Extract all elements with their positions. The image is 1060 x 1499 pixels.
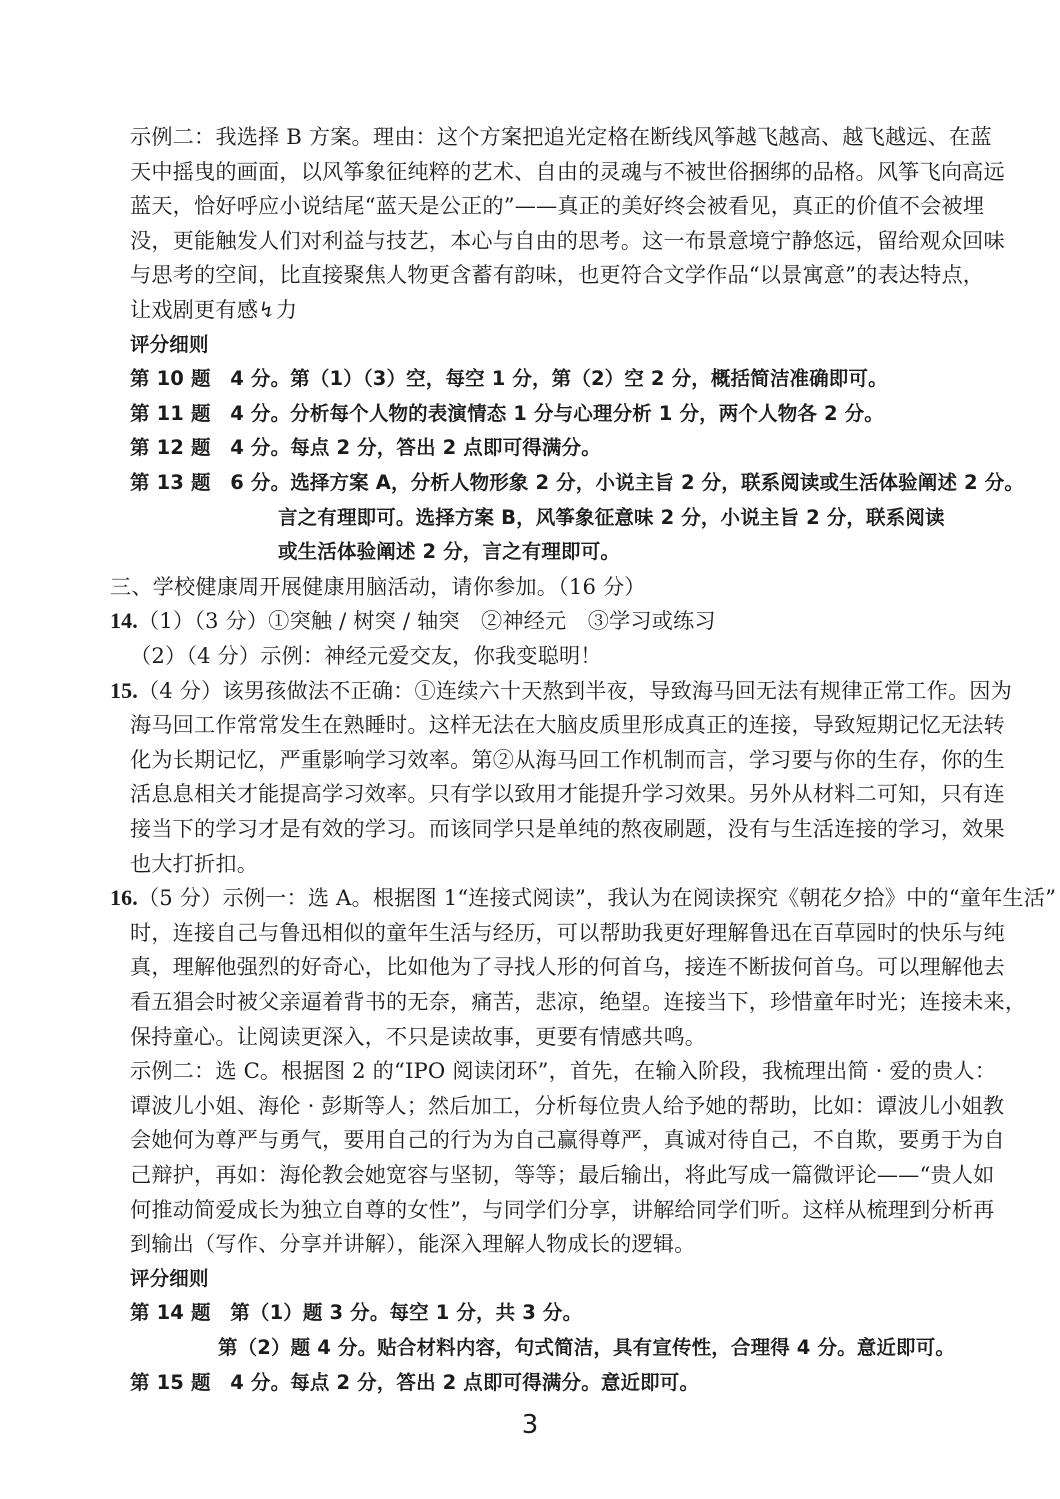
answer-line: 会她何为尊严与勇气，要用自己的行为为自己赢得尊严，真诚对待自己，不自欺，要勇于为自 [130, 1127, 1005, 1153]
answer-text: （4 分）该男孩做法不正确：①连续六十天熬到半夜，导致海马回无法有规律正常工作。因为 [137, 677, 1012, 703]
grading-item-continuation: 第（2）题 4 分。贴合材料内容，句式简洁，具有宣传性，合理得 4 分。意近即可。 [218, 1336, 956, 1359]
answer-line [110, 881, 1056, 915]
grading-item-continuation: 或生活体验阐述 2 分，言之有理即可。 [278, 540, 620, 564]
answer-line: 化为长期记忆，严重影响学习效率。第②从海马回工作机制而言，学习要与你的生存，你的生 [130, 746, 1005, 772]
paragraph-line: 没，更能触发人们对利益与技艺，本心与自由的思考。这一布景意境宁静悠远，留给观众回味 [130, 227, 1005, 253]
grading-item: 第 12 题 4 分。每点 2 分，答出 2 点即可得满分。 [130, 436, 601, 460]
paragraph-line: 示例二：我选择 B 方案。理由：这个方案把追光定格在断线风筝越飞越高、越飞越远、在蓝 [130, 124, 992, 149]
grading-heading: 评分细则 [130, 332, 209, 356]
answer-line: （2）（4 分）示例：神经元爱交友，你我变聪明！ [130, 643, 602, 668]
grading-item-continuation: 言之有理即可。选择方案 B，风筝象征意味 2 分，小说主旨 2 分，联系阅读 [278, 505, 945, 529]
answer-text: （5 分）示例一：选 A。根据图 1“连接式阅读”，我认为在阅读探究《朝花夕拾》中的“童年生活” [137, 885, 1057, 911]
paragraph-line: 与思考的空间，比直接聚焦人物更含蓄有韵味，也更符合文学作品“以景寓意”的表达特点， [130, 262, 985, 288]
paragraph-line: 蓝天，恰好呼应小说结尾“蓝天是公正的”——真正的美好终会被看见，真正的价值不会被埋 [130, 193, 985, 219]
grading-item: 第 13 题 6 分。选择方案 A，分析人物形象 2 分，小说主旨 2 分，联系阅读或生活体验阐述 2 分。 [130, 471, 1024, 494]
grading-item: 第 11 题 4 分。分析每个人物的表演情态 1 分与心理分析 1 分，两个人物各 2 分。 [130, 401, 884, 425]
grading-item: 第 10 题 4 分。第（1）（3）空，每空 1 分，第（2）空 2 分，概括简洁准确即可。 [130, 367, 888, 391]
answer-line: 海马回工作常常发生在熟睡时。这样无法在大脑皮质里形成真正的连接，导致短期记忆无法转 [130, 712, 1005, 738]
answer-line: 到输出（写作、分享并讲解），能深入理解人物成长的逻辑。 [130, 1231, 696, 1257]
page-number: 3 [521, 1410, 539, 1440]
answer-line: 何推动简爱成长为独立自尊的女性”，与同学们分享，讲解给同学们听。这样从梳理到分析再 [130, 1196, 995, 1222]
grading-heading: 评分细则 [130, 1266, 209, 1290]
answer-line: 真，理解他强烈的好奇心，比如他为了寻找人形的何首乌，接连不断拔何首乌。可以理解他去 [130, 954, 1005, 980]
answer-line [110, 604, 716, 638]
section-heading: 三、学校健康周开展健康用脑活动，请你参加。（16 分） [110, 573, 646, 599]
question-number: 14. [110, 608, 138, 634]
answer-text: （1）（3 分）①突触 / 树突 / 轴突 ②神经元 ③学习或练习 [137, 608, 716, 634]
answer-line: 接当下的学习才是有效的学习。而该同学只是单纯的熬夜刷题，没有与生活连接的学习，效果 [130, 816, 1005, 841]
answer-line: 活息息相关才能提高学习效率。只有学以致用才能提升学习效果。另外从材料二可知，只有连 [130, 781, 1005, 807]
answer-line: 示例二：选 C。根据图 2 的“IPO 阅读闭环”，首先，在输入阶段，我梳理出简 · 爱的贵人： [130, 1058, 997, 1084]
answer-line: 保持童心。让阅读更深入，不只是读故事，更要有情感共鸣。 [130, 1023, 707, 1049]
grading-item: 第 14 题 第（1）题 3 分。每空 1 分，共 3 分。 [130, 1301, 583, 1325]
grading-item: 第 15 题 4 分。每点 2 分，答出 2 点即可得满分。意近即可。 [130, 1370, 700, 1394]
answer-line: 时，连接自己与鲁迅相似的童年生活与经历，可以帮助我更好理解鲁迅在百草园时的快乐与纯 [130, 919, 1005, 945]
answer-line [110, 674, 1012, 708]
question-number: 15. [110, 677, 138, 703]
question-number: 16. [110, 885, 138, 911]
answer-line: 己辩护，再如：海伦教会她宽容与坚韧，等等；最后输出，将此写成一篇微评论——“贵人如 [130, 1162, 995, 1187]
answer-line: 也大打折扣。 [130, 850, 259, 876]
paragraph-line: 天中摇曳的画面，以风筝象征纯粹的艺术、自由的灵魂与不被世俗捆绑的品格。风筝飞向高远 [130, 158, 1005, 184]
answer-line: 谭波儿小姐、海伦 · 彭斯等人；然后加工，分析每位贵人给予她的帮助，比如：谭波儿小姐教 [130, 1092, 1005, 1118]
paragraph-line: 让戏剧更有感↯力 [130, 297, 298, 322]
answer-line: 看五猖会时被父亲逼着背书的无奈，痛苦，悲凉，绝望。连接当下，珍惜童年时光；连接未来， [130, 989, 1027, 1014]
